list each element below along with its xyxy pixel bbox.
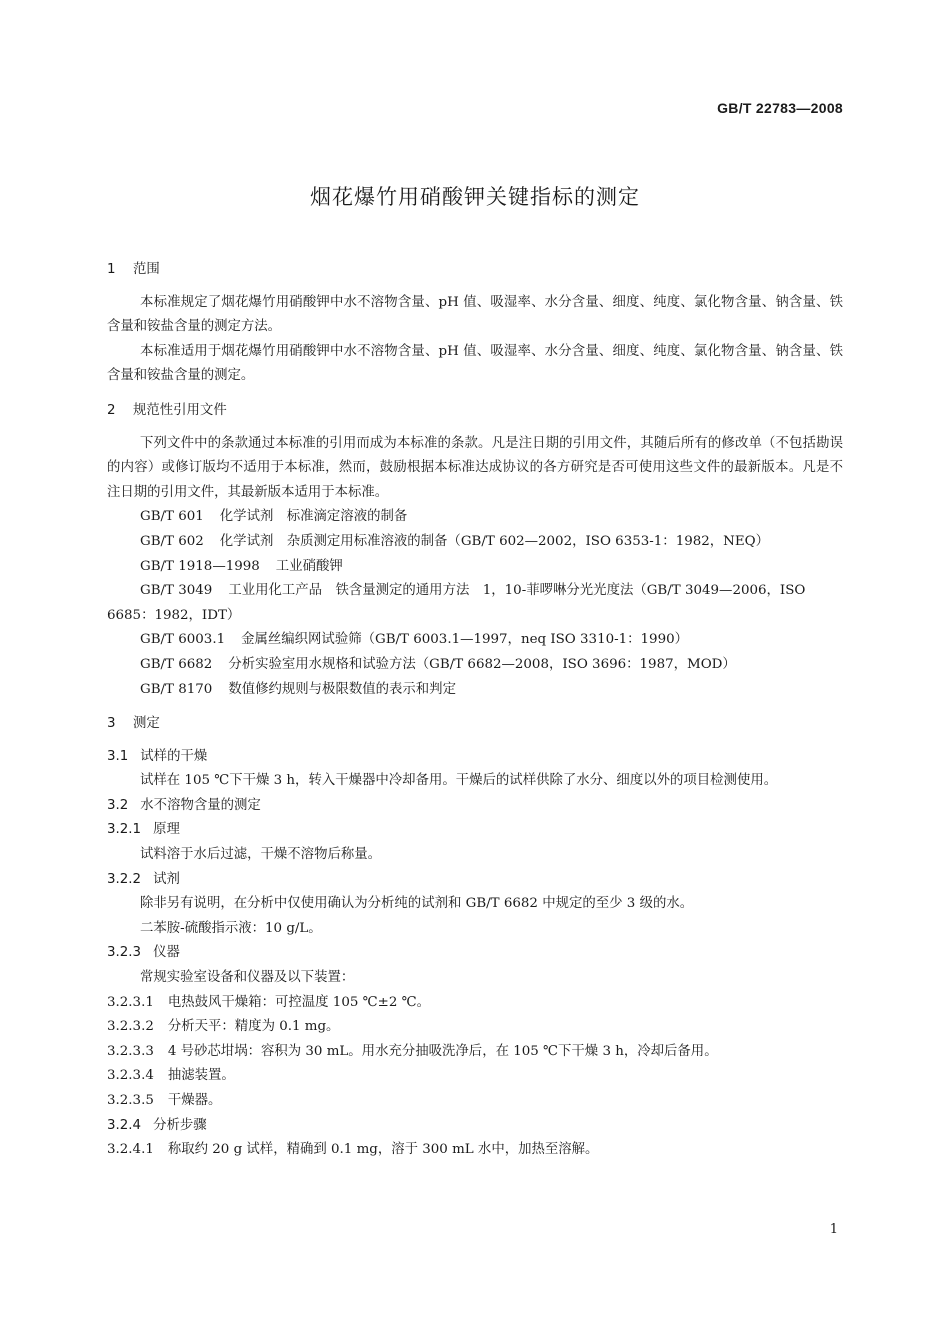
reference-code: GB/T 602	[140, 533, 204, 549]
item-number: 3.2.3.2	[107, 1019, 154, 1035]
reference-title: 化学试剂 标准滴定溶液的制备	[219, 509, 408, 525]
item-text: 干燥器。	[167, 1093, 222, 1108]
item-number: 3.2.3.1	[107, 994, 154, 1010]
reference-title: 金属丝编织网试验筛（GB/T 6003.1—1997，neq ISO 3310-1：1990）	[241, 632, 689, 648]
reference-item	[107, 530, 843, 555]
reference-title: 化学试剂 杂质测定用标准溶液的制备（GB/T 602—2002，ISO 6353-1：1982，NEQ）	[219, 533, 770, 549]
reference-item	[107, 678, 843, 703]
subsection-number: 3.2.1	[107, 822, 142, 838]
subsection-title: 试剂	[153, 871, 180, 887]
refs-intro-paragraph: 下列文件中的条款通过本标准的引用而成为本标准的条款。凡是注日期的引用文件，其随后所有的修改单（不包括勘误的内容）或修订版均不适用于本标准，然而，鼓励根据本标准达成协议的各方研究是否可使用这些文件的最新版本。凡是不注日期的引用文件，其最新版本适用于本标准。	[107, 435, 843, 500]
page-number: 1	[829, 1222, 838, 1237]
subsection-3-2-4-heading	[107, 1114, 843, 1139]
standard-code: GB/T 22783—2008	[717, 100, 843, 116]
reference-code: GB/T 601	[140, 509, 204, 525]
subsection-number: 3.2.3	[107, 945, 142, 961]
document-body	[107, 258, 843, 1163]
section-number: 1	[107, 262, 116, 277]
section-number: 3	[107, 716, 116, 732]
item-text: 抽滤装置。	[167, 1068, 235, 1084]
subsection-title: 试样的干燥	[140, 748, 208, 764]
subsection-3-2-2-heading	[107, 868, 843, 893]
item-number: 3.2.3.3	[107, 1043, 154, 1059]
reference-code: GB/T 6682	[140, 656, 213, 672]
reference-item	[107, 628, 843, 653]
reference-title: 分析实验室用水规格和试验方法（GB/T 6682—2008，ISO 3696：1987，MOD）	[228, 656, 736, 672]
apparatus-item	[107, 1089, 843, 1114]
subsection-number: 3.2.2	[107, 871, 142, 887]
item-text: 分析天平：精度为 0.1 mg。	[167, 1019, 340, 1035]
reference-code: GB/T 3049	[140, 583, 213, 599]
subsection-number: 3.2.4	[107, 1117, 142, 1133]
reference-item	[107, 505, 843, 530]
reference-code: GB/T 6003.1	[140, 632, 226, 648]
subsection-title: 水不溶物含量的测定	[140, 797, 261, 813]
subsection-title: 仪器	[153, 945, 180, 961]
item-number: 3.2.3.5	[107, 1093, 154, 1108]
section-number: 2	[107, 402, 116, 418]
subsection-title: 分析步骤	[153, 1117, 207, 1133]
item-text: 称取约 20 g 试样，精确到 0.1 mg，溶于 300 mL 水中，加热至溶解。	[167, 1142, 599, 1158]
section-3-heading	[107, 712, 843, 737]
reference-item	[107, 653, 843, 678]
reference-item	[107, 579, 843, 628]
indicator-text: 二苯胺-硫酸指示液：10 g/L。	[140, 920, 322, 936]
section-title: 规范性引用文件	[133, 402, 227, 418]
sample-drying-text: 试样在 105 ℃下干燥 3 h，转入干燥器中冷却备用。干燥后的试样供除了水分、细度以外的项目检测使用。	[140, 773, 778, 789]
scope-paragraph-2: 本标准适用于烟花爆竹用硝酸钾中水不溶物含量、pH 值、吸湿率、水分含量、细度、纯度、氯化物含量、钠含量、铁含量和铵盐含量的测定。	[107, 343, 843, 384]
item-text: 4 号砂芯坩埚：容积为 30 mL。用水充分抽吸洗净后，在 105 ℃下干燥 3 h，冷却后备用。	[167, 1043, 718, 1059]
subsection-3-1-heading	[107, 745, 843, 770]
subsection-number: 3.1	[107, 748, 129, 764]
reference-title: 工业用化工产品 铁含量测定的通用方法 1，10-菲啰啉分光光度法（GB/T 3049—2006，ISO 6685：1982，IDT）	[107, 583, 806, 623]
subsection-3-2-heading	[107, 794, 843, 819]
reference-code: GB/T 1918—1998	[140, 558, 260, 574]
document-title: 烟花爆竹用硝酸钾关键指标的测定	[310, 185, 640, 209]
subsection-3-2-3-heading	[107, 941, 843, 966]
reference-title: 数值修约规则与极限数值的表示和判定	[228, 681, 456, 697]
section-1-heading	[107, 258, 843, 283]
subsection-title: 原理	[153, 822, 180, 838]
procedure-item	[107, 1138, 843, 1163]
apparatus-item	[107, 1064, 843, 1089]
item-number: 3.2.3.4	[107, 1068, 154, 1084]
reference-item	[107, 555, 843, 580]
item-number: 3.2.4.1	[107, 1142, 154, 1158]
section-title: 测定	[133, 716, 160, 732]
subsection-3-2-1-heading	[107, 818, 843, 843]
item-text: 电热鼓风干燥箱：可控温度 105 ℃±2 ℃。	[167, 994, 430, 1010]
principle-text: 试料溶于水后过滤，干燥不溶物后称量。	[140, 847, 382, 863]
apparatus-item	[107, 991, 843, 1016]
reference-title: 工业硝酸钾	[275, 558, 343, 574]
section-title: 范围	[133, 262, 160, 277]
apparatus-item	[107, 1015, 843, 1040]
scope-paragraph-1: 本标准规定了烟花爆竹用硝酸钾中水不溶物含量、pH 值、吸湿率、水分含量、细度、纯度、氯化物含量、钠含量、铁含量和铵盐含量的测定方法。	[107, 294, 843, 335]
section-2-heading	[107, 399, 843, 424]
reagents-text: 除非另有说明，在分析中仅使用确认为分析纯的试剂和 GB/T 6682 中规定的至少 3 级的水。	[140, 896, 694, 912]
apparatus-intro: 常规实验室设备和仪器及以下装置：	[140, 970, 355, 986]
reference-code: GB/T 8170	[140, 681, 213, 697]
apparatus-item	[107, 1040, 843, 1065]
subsection-number: 3.2	[107, 797, 129, 813]
